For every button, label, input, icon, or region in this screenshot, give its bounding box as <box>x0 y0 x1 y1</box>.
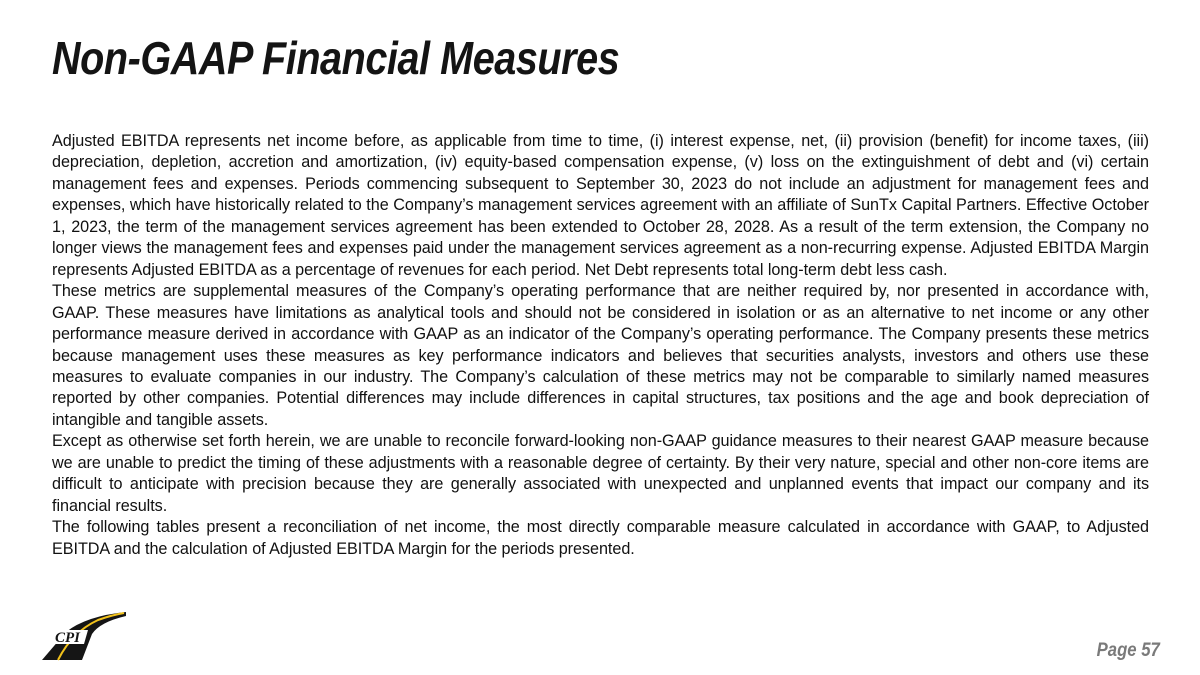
paragraph-metrics-limitations: These metrics are supplemental measures of the Company’s operating performance that are neither required by, nor presented in accordance with, GAAP. These measures have limitations as analytical tools and should not be considered in isolation or as an alternative to net income or any other performance measure derived in accordance with GAAP as an indicator of the Company’s operating performance. The Company presents these metrics because management uses these measures as key performance indicators and believes that securities analysts, investors and others use these measures to evaluate companies in our industry. The Company’s calculation of these metrics may not be comparable to similarly named measures reported by other companies. Potential differences may include differences in capital structures, tax positions and the age and book depreciation of intangible and tangible assets. <box>52 282 1149 429</box>
paragraph-reconciliation-intro: The following tables present a reconciliation of net income, the most directly comparable measure calculated in accordance with GAAP, to Adjusted EBITDA and the calculation of Adjusted EBITDA Margin for the periods presented. <box>52 518 1149 558</box>
cpi-logo <box>42 610 126 662</box>
logo-text: CPI <box>55 630 81 646</box>
paragraph-forward-looking-guidance: Except as otherwise set forth herein, we are unable to reconcile forward-looking non-GAAP guidance measures to their nearest GAAP measure because we are unable to predict the timing of these adjustments with a reasonable degree of certainty. By their very nature, special and other non-core items are difficult to anticipate with precision because they are generally associated with unexpected and unplanned events that impact our company and its financial results. <box>52 432 1149 515</box>
paragraph-adjusted-ebitda-definition: Adjusted EBITDA represents net income before, as applicable from time to time, (i) interest expense, net, (ii) provision (benefit) for income taxes, (iii) depreciation, depletion, accretion and amortization, (iv) equity-based compensation expense, (v) loss on the extinguishment of debt and (vi) certain management fees and expenses. Periods commencing subsequent to September 30, 2023 do not include an adjustment for management fees and expenses, which have historically related to the Company’s management services agreement with an affiliate of SunTx Capital Partners. Effective October 1, 2023, the term of the management services agreement has been extended to October 28, 2028. As a result of the term extension, the Company no longer views the management fees and expenses paid under the management services agreement as a non-recurring expense. Adjusted EBITDA Margin represents Adjusted EBITDA as a percentage of revenues for each period. Net Debt represents total long-term debt less cash. <box>52 132 1149 279</box>
page-title: Non-GAAP Financial Measures <box>52 32 620 84</box>
body-text <box>52 131 1149 560</box>
page-number: Page 57 <box>1096 640 1160 661</box>
